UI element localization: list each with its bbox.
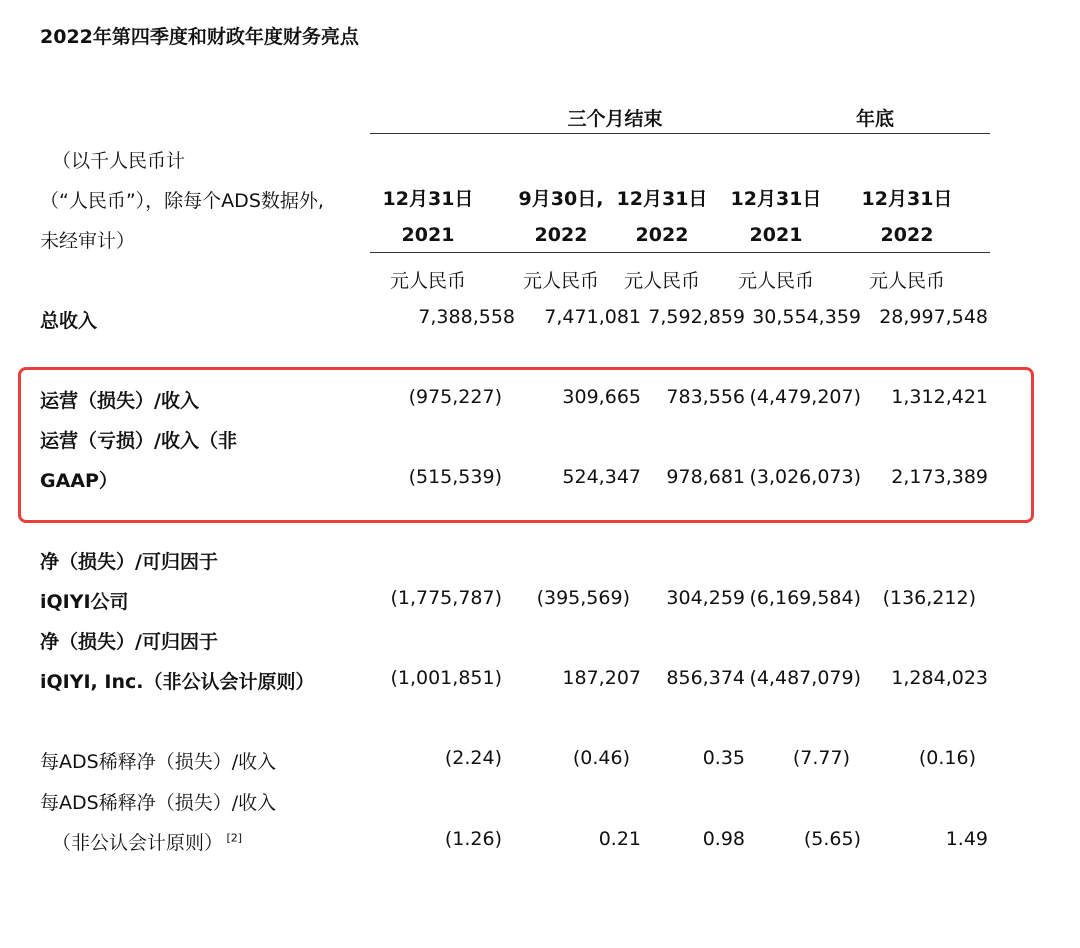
table-cell: (1.26): [444, 828, 502, 850]
table-cell: 0.98: [702, 828, 745, 850]
table-cell: 2,173,389: [891, 466, 988, 488]
column-date: 12月31日: [616, 188, 708, 210]
table-cell: (4,487,079): [749, 667, 861, 689]
table-cell: 1,312,421: [891, 386, 988, 408]
column-year: 2021: [401, 224, 455, 246]
row-label: 净（损失）/可归因于: [40, 631, 218, 653]
unit-note-line2: （“人民币”），除每个ADS数据外,: [40, 190, 324, 212]
table-cell: 783,556: [666, 386, 745, 408]
column-date: 12月31日: [730, 188, 822, 210]
table-cell: 0.21: [598, 828, 641, 850]
table-cell: 28,997,548: [879, 306, 988, 328]
table-cell: 7,388,558: [418, 306, 515, 328]
column-year: 2021: [749, 224, 803, 246]
table-cell: (5.65): [803, 828, 861, 850]
row-label: 每ADS稀释净（损失）/收入: [40, 751, 277, 773]
table-cell: (4,479,207): [749, 386, 861, 408]
table-cell: 0.35: [702, 747, 745, 769]
row-label: 每ADS稀释净（损失）/收入: [40, 792, 277, 814]
header-underline: [370, 252, 990, 253]
column-unit: 元人民币: [868, 270, 945, 292]
group-header-three-months: 三个月结束: [567, 108, 663, 130]
row-label: 净（损失）/可归因于: [40, 551, 218, 573]
unit-note-line1: （以千人民币计: [52, 150, 186, 172]
table-cell: 304,259: [666, 587, 745, 609]
table-cell: (136,212): [882, 587, 976, 609]
column-date: 12月31日: [382, 188, 474, 210]
table-cell: 7,592,859: [648, 306, 745, 328]
table-cell: 978,681: [666, 466, 745, 488]
table-cell: (975,227): [408, 386, 502, 408]
column-year: 2022: [635, 224, 689, 246]
table-cell: 30,554,359: [752, 306, 861, 328]
column-unit: 元人民币: [623, 270, 700, 292]
row-label: 运营（损失）/收入: [40, 390, 199, 412]
row-label-continued: GAAP）: [40, 470, 118, 492]
group-header-year-end: 年底: [855, 108, 894, 130]
table-cell: 187,207: [562, 667, 641, 689]
table-cell: (1,775,787): [390, 587, 502, 609]
column-year: 2022: [880, 224, 934, 246]
row-label: 总收入: [40, 310, 98, 332]
table-cell: (395,569): [536, 587, 630, 609]
row-label-continued: iQIYI公司: [40, 591, 129, 613]
unit-note-line3: 未经审计）: [40, 230, 136, 252]
column-year: 2022: [534, 224, 588, 246]
table-cell: (1,001,851): [390, 667, 502, 689]
table-cell: 7,471,081: [544, 306, 641, 328]
column-date: 12月31日: [861, 188, 953, 210]
table-cell: 309,665: [562, 386, 641, 408]
table-cell: (6,169,584): [749, 587, 861, 609]
footnote-marker: [2]: [223, 831, 243, 845]
column-unit: 元人民币: [389, 270, 466, 292]
table-cell: (0.16): [918, 747, 976, 769]
row-label: 运营（亏损）/收入（非: [40, 430, 237, 452]
group-underline: [370, 133, 990, 134]
table-cell: (515,539): [408, 466, 502, 488]
column-unit: 元人民币: [737, 270, 814, 292]
table-cell: (0.46): [572, 747, 630, 769]
row-label-continued: iQIYI, Inc.（非公认会计原则）: [40, 671, 315, 693]
table-cell: (7.77): [792, 747, 850, 769]
table-cell: (2.24): [444, 747, 502, 769]
page-title: 2022年第四季度和财政年度财务亮点: [40, 26, 359, 48]
table-cell: 524,347: [562, 466, 641, 488]
table-cell: 856,374: [666, 667, 745, 689]
table-cell: (3,026,073): [749, 466, 861, 488]
column-date: 9月30日,: [518, 188, 604, 210]
table-cell: 1,284,023: [891, 667, 988, 689]
column-unit: 元人民币: [522, 270, 599, 292]
table-cell: 1.49: [945, 828, 988, 850]
row-label-continued: （非公认会计原则） [2]: [52, 831, 243, 854]
